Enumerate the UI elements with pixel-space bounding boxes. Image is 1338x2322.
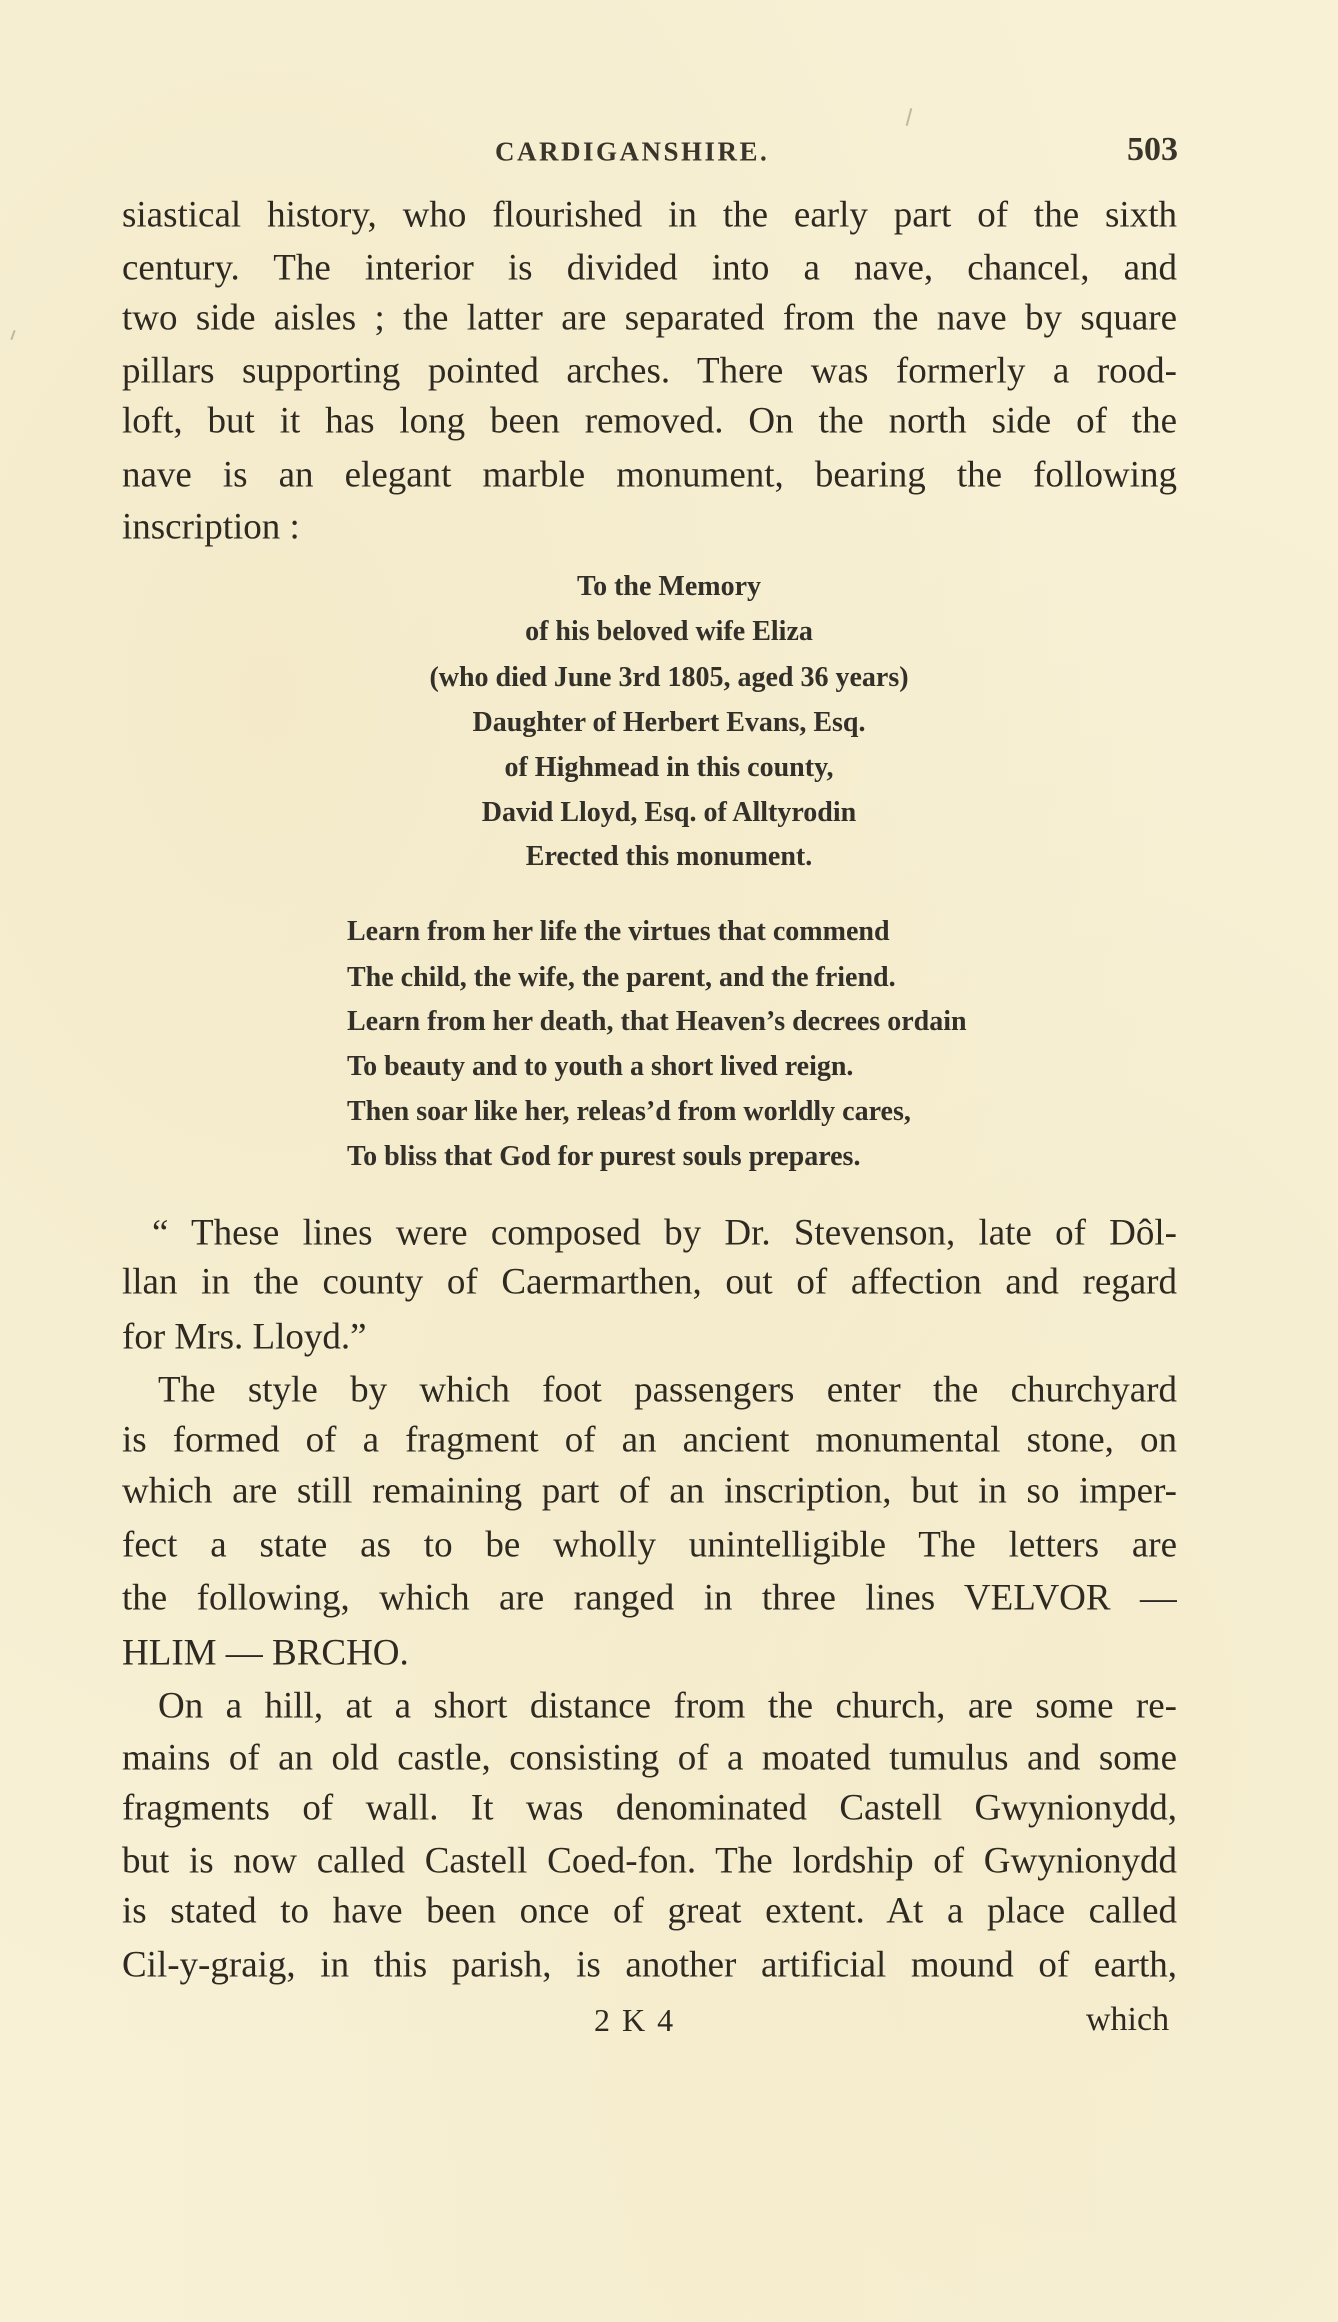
text-line: “ These lines were composed by Dr. Stevenson, late of Dôl-	[152, 1214, 1177, 1254]
running-title: CARDIGANSHIRE.	[495, 136, 770, 167]
ink-speck	[906, 108, 913, 126]
text-line: century. The interior is divided into a nave, chancel, and	[122, 249, 1177, 289]
text-line: inscription :	[122, 506, 300, 548]
text-line: fect a state as to be wholly unintelligible The letters are	[122, 1526, 1177, 1566]
text-line: fragments of wall. It was denominated Castell Gwynionydd,	[122, 1789, 1177, 1829]
inscription-line: Daughter of Herbert Evans, Esq.	[472, 707, 866, 738]
text-line: is formed of a fragment of an ancient monumental stone, on	[122, 1421, 1177, 1461]
verse-line: To bliss that God for purest souls prepares.	[347, 1141, 861, 1172]
text-line: but is now called Castell Coed-fon. The lordship of Gwynionydd	[122, 1842, 1177, 1882]
inscription-line: (who died June 3rd 1805, aged 36 years)	[429, 662, 909, 693]
text-line: for Mrs. Lloyd.”	[122, 1316, 367, 1358]
inscription-line: of Highmead in this county,	[504, 752, 834, 783]
text-line: which are still remaining part of an inscription, but in so imper-	[122, 1472, 1177, 1512]
text-line: llan in the county of Caermarthen, out of affection and regard	[122, 1263, 1177, 1303]
text-line: the following, which are ranged in three lines VELVOR —	[122, 1579, 1177, 1619]
text-line: nave is an elegant marble monument, bearing the following	[122, 456, 1177, 496]
catchword: which	[1086, 2001, 1170, 2038]
text-line: Cil-y-graig, in this parish, is another artificial mound of earth,	[122, 1946, 1177, 1986]
text-line: On a hill, at a short distance from the church, are some re-	[158, 1687, 1177, 1727]
verse-line: Learn from her death, that Heaven’s decrees ordain	[347, 1006, 967, 1037]
verse-line: Learn from her life the virtues that commend	[347, 916, 890, 947]
text-line: siastical history, who flourished in the early part of the sixth	[122, 196, 1177, 236]
ink-speck	[10, 330, 15, 340]
text-line: is stated to have been once of great extent. At a place called	[122, 1892, 1177, 1932]
page-number: 503	[1127, 131, 1178, 168]
text-line: pillars supporting pointed arches. There was formerly a rood-	[122, 352, 1177, 392]
signature-mark: 2 K 4	[594, 2002, 676, 2038]
inscription-line: To the Memory	[576, 571, 762, 602]
inscription-line: of his beloved wife Eliza	[525, 616, 813, 647]
text-line: HLIM — BRCHO.	[122, 1632, 409, 1674]
text-line: loft, but it has long been removed. On the north side of the	[122, 402, 1177, 442]
verse-line: To beauty and to youth a short lived reign.	[347, 1051, 854, 1082]
text-line: mains of an old castle, consisting of a moated tumulus and some	[122, 1739, 1177, 1779]
verse-line: Then soar like her, releas’d from worldly cares,	[347, 1096, 911, 1127]
inscription-line: David Lloyd, Esq. of Alltyrodin	[481, 797, 857, 828]
inscription-line: Erected this monument.	[525, 841, 813, 872]
text-line: two side aisles ; the latter are separated from the nave by square	[122, 299, 1177, 339]
verse-line: The child, the wife, the parent, and the friend.	[347, 962, 896, 993]
text-line: The style by which foot passengers enter the churchyard	[158, 1371, 1177, 1411]
